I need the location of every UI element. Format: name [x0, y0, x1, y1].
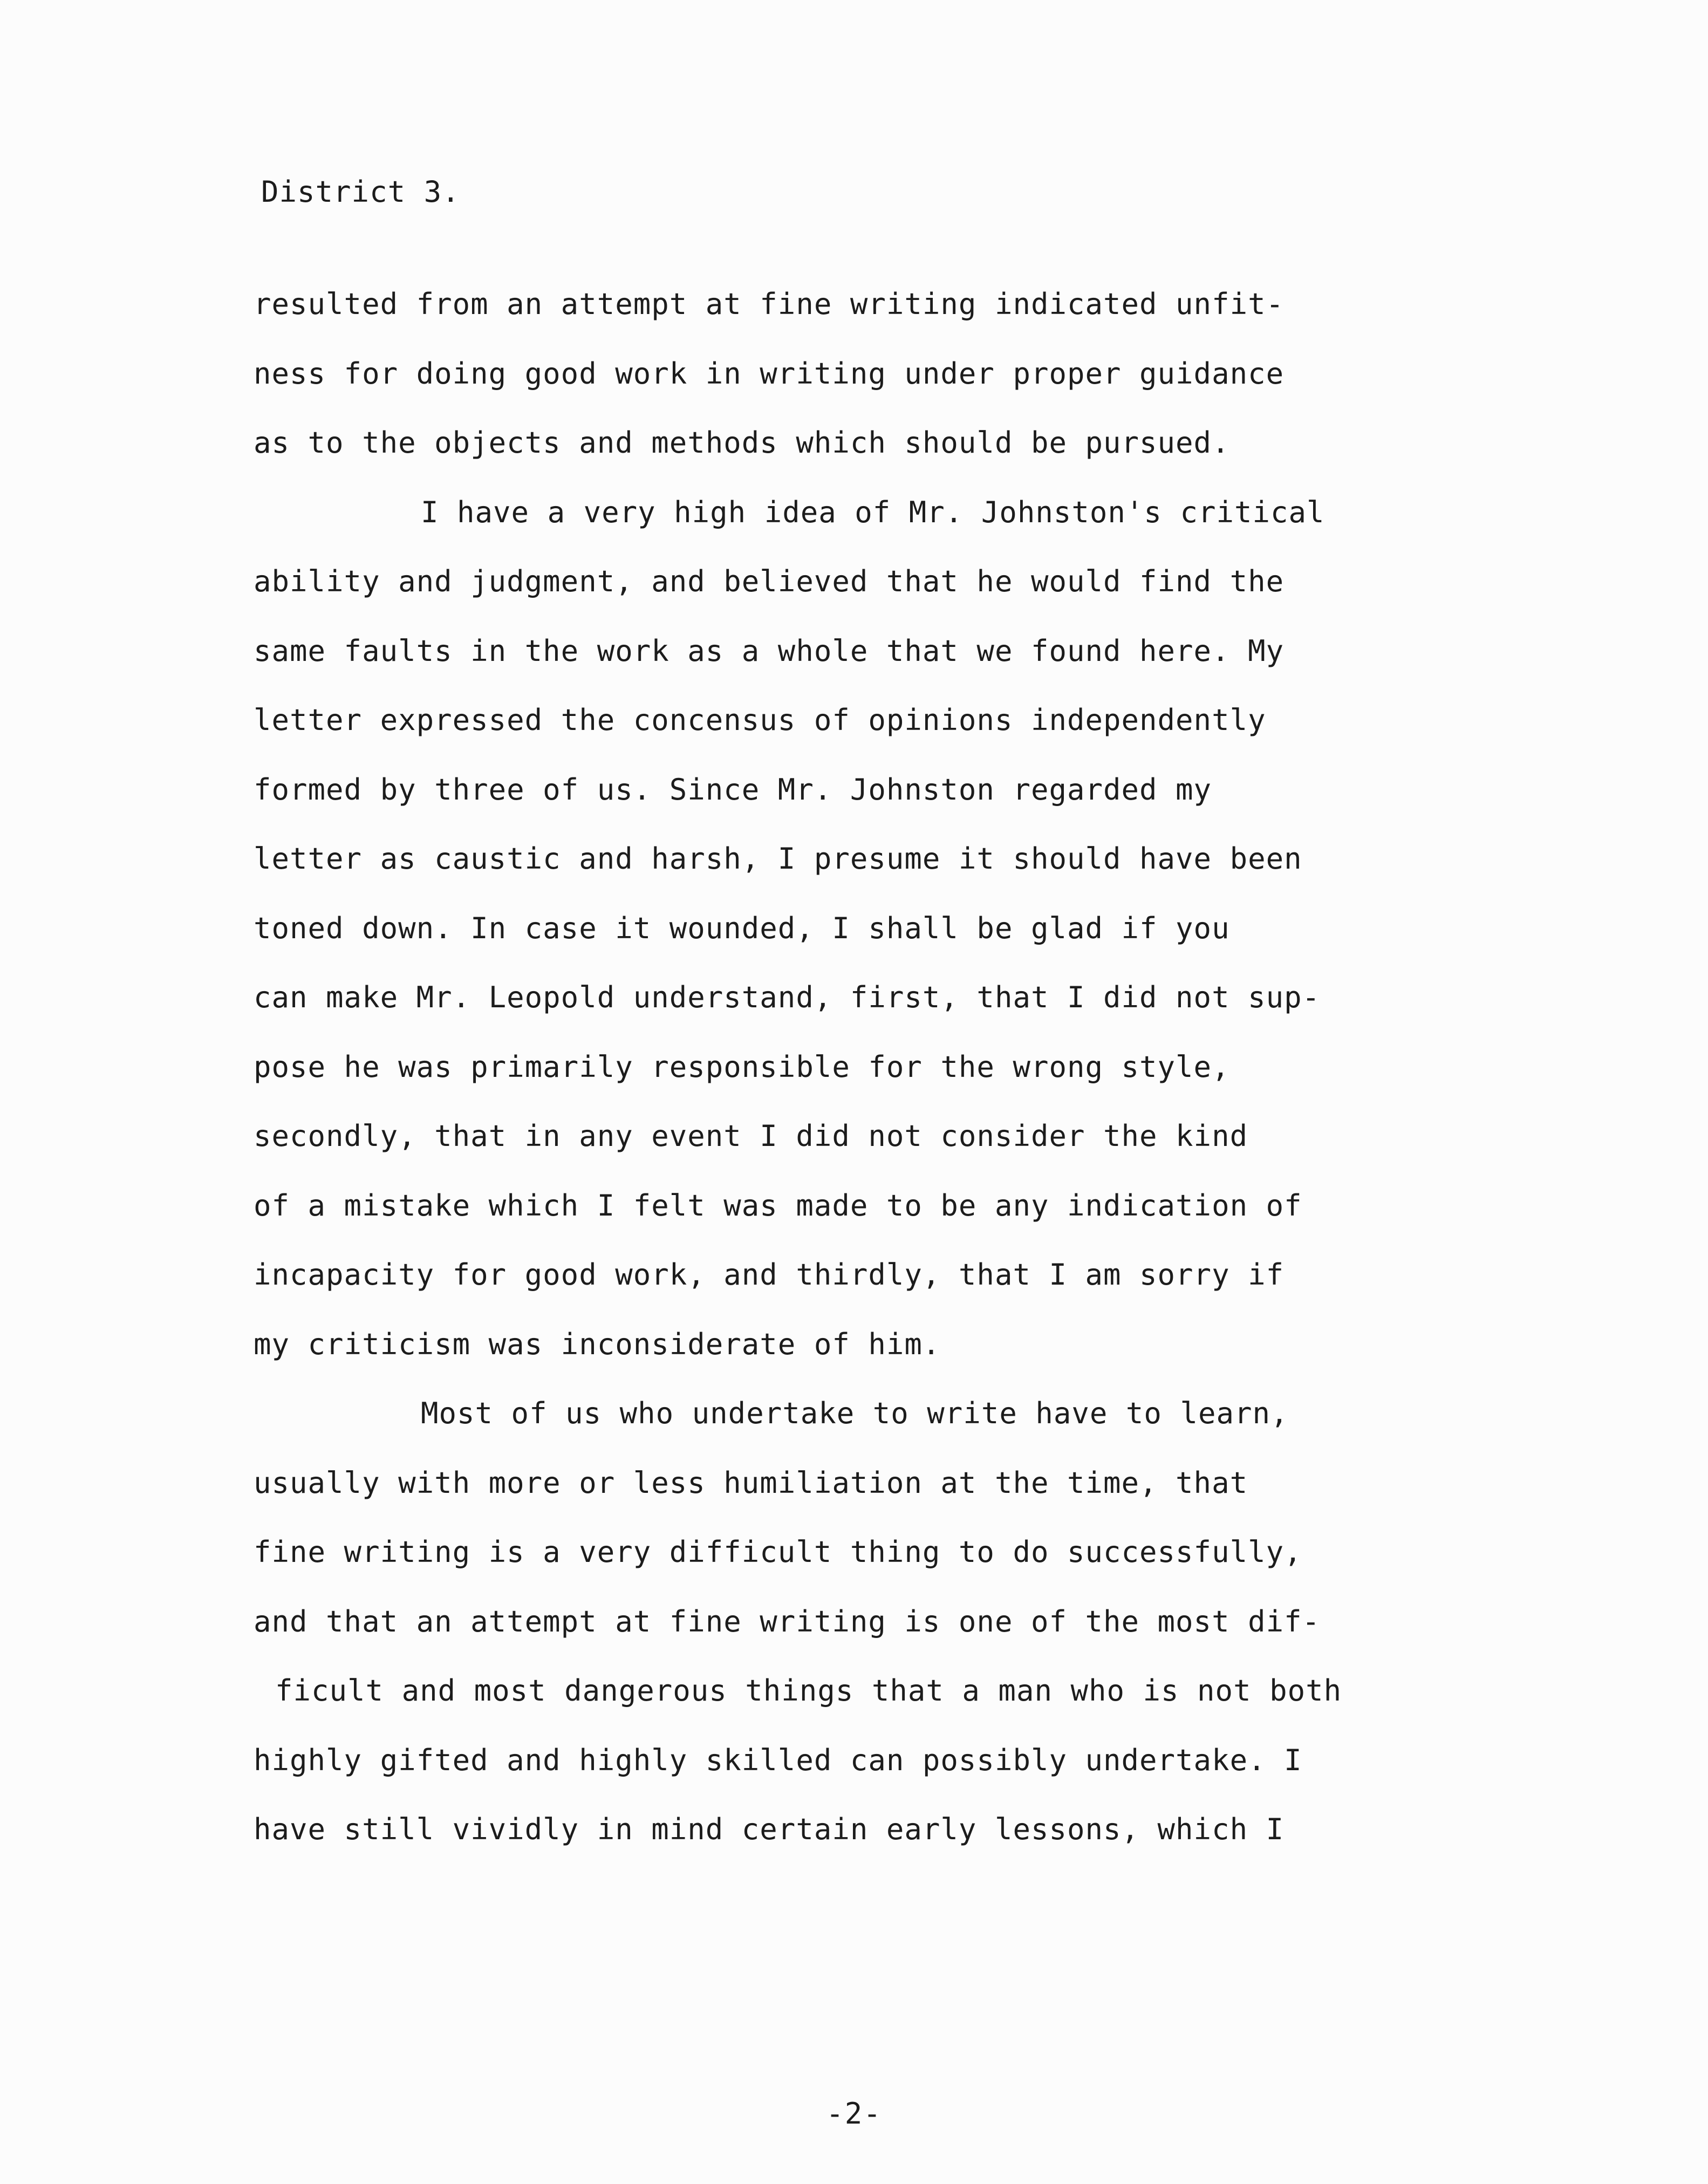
text-line: incapacity for good work, and thirdly, that I am sorry if — [254, 1258, 1285, 1292]
text-line: of a mistake which I felt was made to be any indication of — [254, 1188, 1302, 1223]
text-line: as to the objects and methods which should be pursued. — [254, 426, 1230, 460]
text-line: and that an attempt at fine writing is one of the most dif- — [254, 1604, 1321, 1639]
text-line: highly gifted and highly skilled can possibly undertake. I — [254, 1743, 1302, 1777]
text-line: ability and judgment, and believed that he would find the — [254, 564, 1285, 598]
text-line: I have a very high idea of Mr. Johnston's critical — [421, 495, 1325, 529]
text-line: same faults in the work as a whole that we found here. My — [254, 633, 1285, 668]
text-line: secondly, that in any event I did not consider the kind — [254, 1119, 1248, 1153]
text-line: resulted from an attempt at fine writing indicated unfit- — [254, 287, 1285, 321]
text-line: toned down. In case it wounded, I shall be glad if you — [254, 911, 1230, 945]
text-line: fine writing is a very difficult thing to do successfully, — [254, 1535, 1302, 1569]
text-line: pose he was primarily responsible for the wrong style, — [254, 1049, 1230, 1084]
text-line: can make Mr. Leopold understand, first, that I did not sup- — [254, 980, 1321, 1014]
text-line: have still vividly in mind certain early lessons, which I — [254, 1812, 1285, 1846]
text-line: formed by three of us. Since Mr. Johnston regarded my — [254, 772, 1212, 807]
text-line: letter expressed the concensus of opinions independently — [254, 703, 1266, 737]
letter-body — [254, 270, 1570, 1865]
text-line: Most of us who undertake to write have to learn, — [421, 1396, 1289, 1430]
text-line: my criticism was inconsiderate of him. — [254, 1327, 941, 1361]
text-line: ficult and most dangerous things that a man who is not both — [275, 1674, 1342, 1708]
document-header: District 3. — [261, 175, 460, 209]
text-line: ness for doing good work in writing under proper guidance — [254, 356, 1285, 391]
page-number: -2- — [826, 2097, 882, 2131]
text-line: usually with more or less humiliation at the time, that — [254, 1465, 1248, 1500]
text-line: letter as caustic and harsh, I presume it should have been — [254, 842, 1302, 876]
